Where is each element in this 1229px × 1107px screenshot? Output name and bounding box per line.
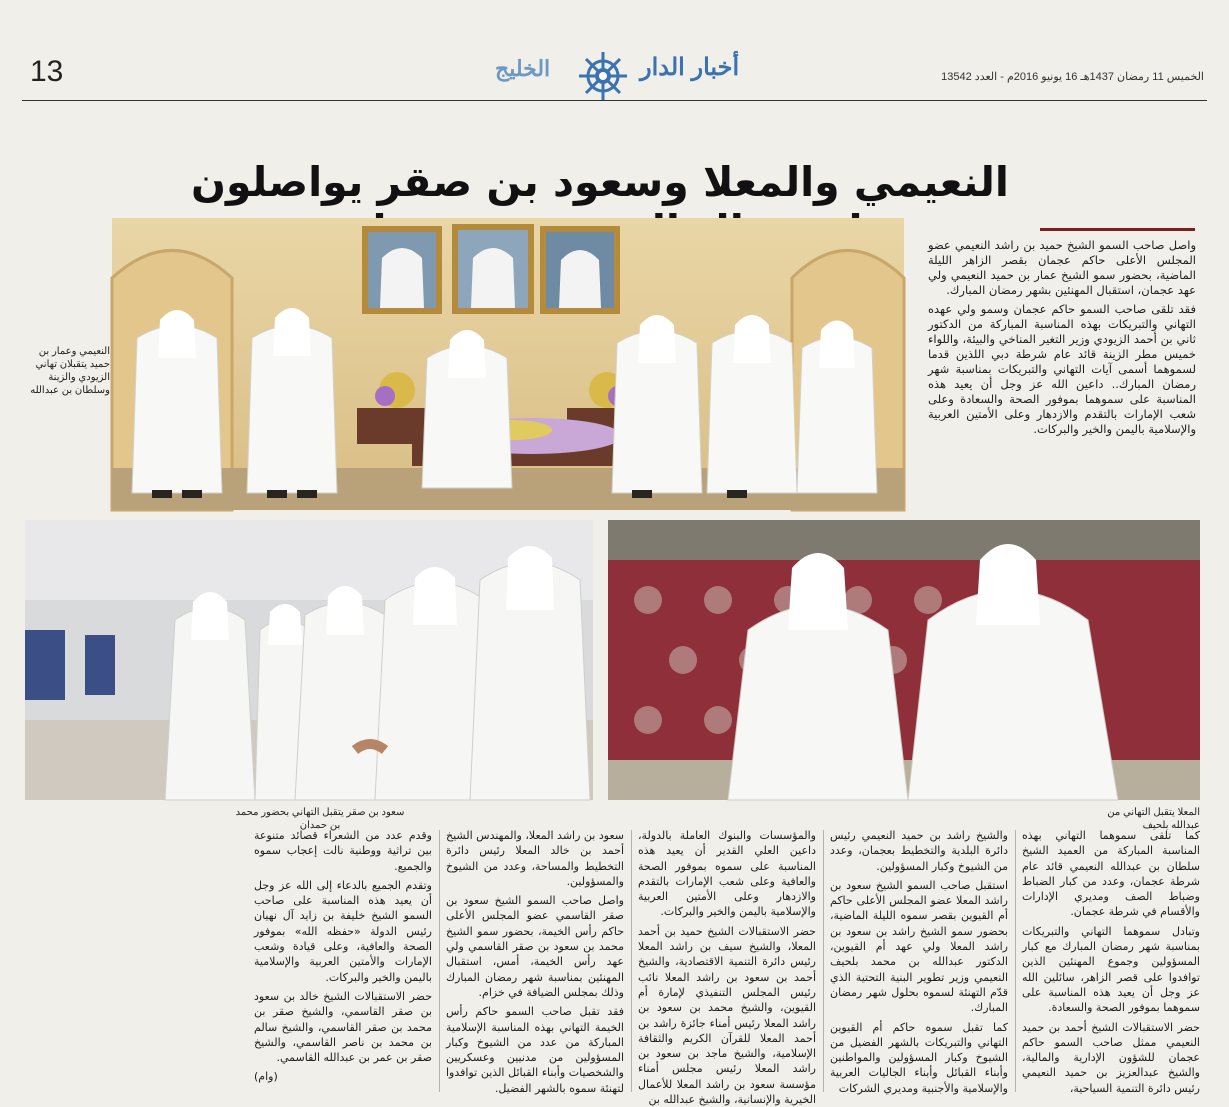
caption-left-photo: سعود بن صقر يتقبل التهاني بحضور محمد بن حمدان — [235, 807, 405, 831]
column-divider — [823, 830, 824, 1092]
column-divider — [631, 830, 632, 1092]
seated-pair-illustration — [608, 520, 1200, 800]
column-paragraph: فقد تقبل صاحب السمو حاكم رأس الخيمة التهاني بهذه المناسبة الإسلامية المباركة من عدد من الشيوخ وكبار المسؤولين من مدنيين وعسكريين والشخصيات وأبناء القبائل الذين توافدوا لتهنئة سموه بالشهر الفضيل. — [446, 1005, 624, 1095]
column-paragraph: سعود بن راشد المعلا، والمهندس الشيخ أحمد بن خالد المعلا رئيس دائرة التخطيط والمساحة، وعدد من الشيوخ والمسؤولين. — [446, 829, 624, 888]
column-paragraph: حضر الاستقبالات الشيخ خالد بن سعود بن صقر القاسمي، والشيخ صقر بن محمد بن صقر القاسمي، والشيخ سالم بن محمد بن ناصر القاسمي، والشيخ صقر بن عمر بن عبدالله القاسمي. — [254, 989, 432, 1065]
column-divider — [439, 830, 440, 1092]
column-paragraph: والشيخ راشد بن حميد النعيمي رئيس دائرة البلدية والتخطيط بعجمان، وعدد من الشيوخ وكبار المسؤولين. — [830, 829, 1008, 873]
column-paragraph: وتبادل سموهما التهاني والتبريكات بمناسبة شهر رمضان المبارك مع كبار المسؤولين وجموع المهنئين الذين توافدوا على قصر الزاهر، سائلين الله عز وجل أن يعيد هذه المناسبة على سموهما بموفور الصحة والسعادة. — [1022, 924, 1200, 1015]
column-1 — [1022, 828, 1200, 1098]
column-4 — [446, 828, 624, 1098]
newspaper-logo: الخليج — [495, 56, 551, 81]
handshake-illustration — [25, 520, 593, 800]
section-title: أخبار الدار — [640, 54, 740, 81]
page-number: 13 — [30, 55, 64, 88]
column-paragraph: واصل صاحب السمو الشيخ سعود بن صقر القاسمي عضو المجلس الأعلى حاكم رأس الخيمة، بحضور سمو الشيخ محمد بن سعود بن صقر القاسمي ولي عهد رأس الخيمة، أمس، استقبال المهنئين بمناسبة شهر رمضان المبارك وذلك بمجلس الضيافة في خزام. — [446, 894, 624, 999]
column-5 — [254, 828, 432, 1098]
column-paragraph: استقبل صاحب السمو الشيخ سعود بن راشد المعلا عضو المجلس الأعلى حاكم أم القيوين بقصر سموه الليلة الماضية، بحضور سمو الشيخ راشد بن سعود بن راشد المعلا ولي عهد أم القيوين، الدكتور عبدالله بن محمد بلحيف النعيمي وزير تطوير البنية التحتية الذي قدّم التهنئة لسموه بحلول شهر رمضان المبارك. — [830, 878, 1008, 1015]
caption-right-photo: المعلا يتقبل التهاني من عبدالله بلحيف — [1107, 807, 1200, 831]
photo-handshake — [25, 520, 593, 800]
reception-hall-illustration — [112, 218, 904, 510]
column-3 — [638, 828, 816, 1107]
ship-wheel-icon — [577, 50, 629, 102]
issue-date: الخميس 11 رمضان 1437هـ 16 يونيو 2016م - العدد 13542 — [941, 71, 1204, 83]
lead-paragraph: فقد تلقى صاحب السمو حاكم عجمان وسمو ولي عهده التهاني والتبريكات بهذه المناسبة المباركة من الدكتور ثاني بن أحمد الزيودي وزير التغير المناخي والبيئة، واللواء خميس مطر الزينة قائد عام شرطة دبي اللذين قدما لسموهما أسمى آيات التهاني والتبريكات بمناسبة شهر رمضان المبارك.. داعين الله عز وجل أن يعيد هذه المناسبة على سموهما بموفور الصحة والسعادة وعلى شعب الإمارات بالتقدم والازدهار وعلى الأمتين العربية والإسلامية باليمن والخير والبركات. — [928, 302, 1196, 436]
lead-article — [928, 238, 1196, 441]
column-paragraph: وتقدم الجميع بالدعاء إلى الله عز وجل أن يعيد هذه المناسبة على صاحب السمو الشيخ خليفة بن زايد آل نهيان رئيس الدولة «حفظه الله» بموفور الصحة والعافية، وعلى قيادة وشعب الإمارات والأمتين العربية والإسلامية باليمن والخير والبركات. — [254, 878, 432, 984]
lead-paragraph: واصل صاحب السمو الشيخ حميد بن راشد النعيمي عضو المجلس الأعلى حاكم عجمان بقصر الزاهر الليلة الماضية، بحضور سمو الشيخ عمار بن حميد النعيمي ولي عهد عجمان، استقبال المهنئين بشهر رمضان المبارك. — [928, 238, 1196, 297]
news-agency-credit: (وام) — [254, 1070, 278, 1084]
section-masthead — [495, 50, 775, 105]
column-divider — [1015, 830, 1016, 1092]
column-paragraph: حضر الاستقبالات الشيخ أحمد بن حميد النعيمي ممثل صاحب السمو حاكم عجمان للشؤون الإدارية والمالية، والشيخ عبدالعزيز بن حميد النعيمي رئيس دائرة التنمية السياحية، — [1022, 1020, 1200, 1095]
article-headline: النعيمي والمعلا وسعود بن صقر يواصلون — [191, 158, 1009, 206]
column-2 — [830, 828, 1008, 1098]
header-divider — [22, 100, 1207, 101]
column-paragraph: وقدم عدد من الشعراء قصائد متنوعة بين تراثية ووطنية نالت إعجاب سموه والجميع. — [254, 829, 432, 873]
photo-seated-pair — [608, 520, 1200, 800]
photo-reception-hall — [112, 218, 904, 510]
column-paragraph: كما تلقى سموهما التهاني بهذه المناسبة المباركة من العميد الشيخ سلطان بن عبدالله النعيمي قائد عام شرطة عجمان، وعدد من كبار الضباط وضباط الصف ومديري الإدارات والأقسام في شرطة عجمان. — [1022, 829, 1200, 919]
column-paragraph: حضر الاستقبالات الشيخ حميد بن أحمد المعلا، والشيخ سيف بن راشد المعلا رئيس دائرة التنمية الاقتصادية، والشيخ أحمد بن سعود بن راشد المعلا نائب رئيس المجلس التنفيذي لإمارة أم القيوين، والشيخ محمد بن سعود بن راشد المعلا رئيس أمناء جائزة راشد بن أحمد المعلا للقرآن الكريم والثقافة الإسلامية، والشيخ ماجد بن سعود بن راشد المعلا رئيس مجلس أمناء مؤسسة سعود بن راشد المعلا للأعمال الخيرية والإنسانية، والشيخ عبدالله بن — [638, 924, 816, 1107]
lead-accent-bar — [1040, 228, 1195, 231]
column-paragraph: كما تقبل سموه حاكم أم القيوين التهاني والتبريكات بالشهر الفضيل من الشيوخ وكبار المسؤولين والمواطنين وأبناء القبائل وأبناء الجاليات العربية والإسلامية والأجنبية ومديري الشركات — [830, 1020, 1008, 1095]
column-paragraph: والمؤسسات والبنوك العاملة بالدولة، داعين العلي القدير أن يعيد هذه المناسبة على سموه بموفور الصحة والعافية وعلى شعب الإمارات بالتقدم والازدهار وعلى الأمتين العربية والإسلامية باليمن والخير والبركات. — [638, 829, 816, 919]
caption-top-photo: النعيمي وعمار بن حميد يتقبلان تهاني الزيودي والزينة وسلطان بن عبدالله — [30, 346, 110, 396]
